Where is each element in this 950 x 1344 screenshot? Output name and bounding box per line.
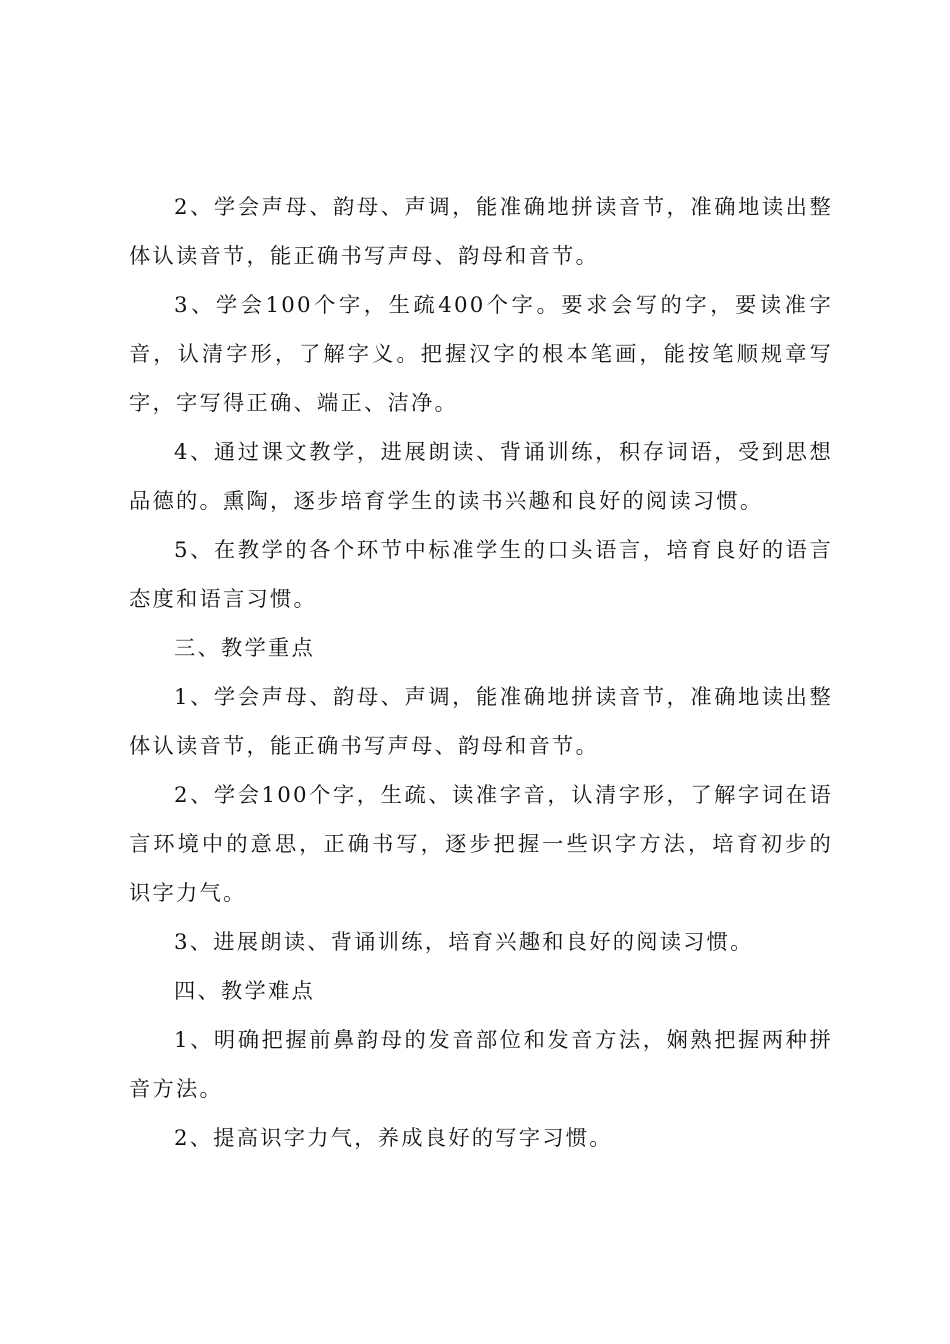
paragraph-key-point-3: 3、进展朗读、背诵训练，培育兴趣和良好的阅读习惯。 — [174, 930, 754, 955]
paragraph-difficulty-2: 2、提高识字力气，养成良好的写字习惯。 — [174, 1126, 613, 1151]
paragraph-key-point-1: 1、学会声母、韵母、声调，能准确地拼读音节，准确地读出整体认读音节，能正确书写声母、韵母和音节。 — [129, 685, 833, 759]
paragraph-difficulty-1: 1、明确把握前鼻韵母的发音部位和发音方法，娴熟把握两种拼音方法。 — [129, 1028, 833, 1102]
paragraph-objective-2: 2、学会声母、韵母、声调，能准确地拼读音节，准确地读出整体认读音节，能正确书写声母、韵母和音节。 — [129, 195, 833, 269]
section-heading-difficulties: 四、教学难点 — [174, 979, 315, 1004]
paragraph-key-point-2: 2、学会100个字，生疏、读准字音，认清字形，了解字词在语言环境中的意思，正确书写，逐步把握一些识字方法，培育初步的识字力气。 — [129, 783, 833, 906]
paragraph-objective-3: 3、学会100个字，生疏400个字。要求会写的字，要读准字音，认清字形，了解字义。把握汉字的根本笔画，能按笔顺规章写字，字写得正确、端正、洁净。 — [129, 293, 833, 416]
paragraph-objective-4: 4、通过课文教学，进展朗读、背诵训练，积存词语，受到思想品德的。熏陶，逐步培育学生的读书兴趣和良好的阅读习惯。 — [129, 440, 833, 514]
paragraph-objective-5: 5、在教学的各个环节中标准学生的口头语言，培育良好的语言态度和语言习惯。 — [129, 538, 833, 612]
section-heading-key-points: 三、教学重点 — [174, 636, 315, 661]
document-body — [129, 183, 833, 1163]
